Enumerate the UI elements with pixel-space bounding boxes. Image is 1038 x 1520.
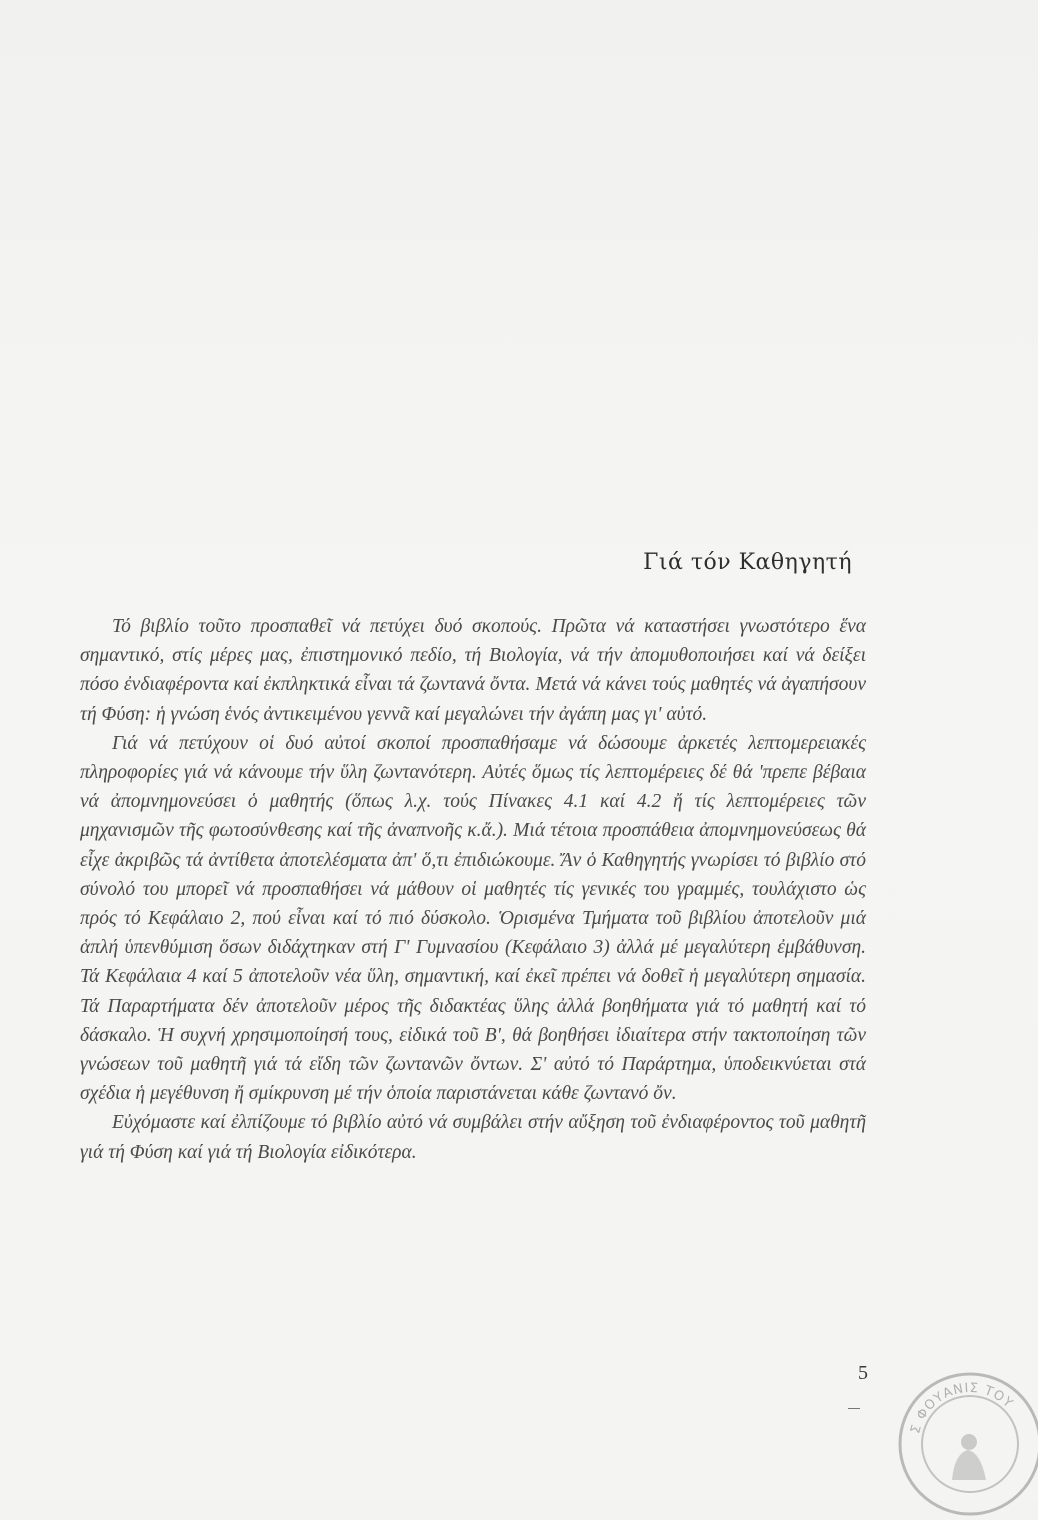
library-stamp-icon bbox=[890, 1360, 1038, 1520]
paragraph-3: Εὐχόμαστε καί ἐλπίζουμε τό βιβλίο αὐτό νά συμβάλει στήν αὔξηση τοῦ ἐνδιαφέροντος τοῦ μαθητῆ γιά τή Φύση καί γιά τή Βιολογία εἰδικότερα. bbox=[80, 1112, 866, 1163]
page-title: Γιά τόν Καθηγητή bbox=[643, 550, 852, 575]
stamp-text: Σ ΦΟΥΑΝΙΣ ΤΟΥ bbox=[908, 1380, 1016, 1436]
preface-body bbox=[80, 612, 866, 1167]
svg-text:Σ ΦΟΥΑΝΙΣ ΤΟΥ bbox=[908, 1381, 1016, 1436]
paragraph-1: Τό βιβλίο τοῦτο προσπαθεῖ νά πετύχει δυό σκοπούς. Πρῶτα νά καταστήσει γνωστότερο ἕνα σημαντικό, στίς μέρες μας, ἐπιστημονικό πεδίο, τή Βιολογία, νά τήν ἀπομυθοποιήσει καί νά δείξει πόσο ἐνδιαφέροντα καί ἐκπληκτικά εἶναι τά ζωντανά ὄντα. Μετά νά κάνει τούς μαθητές νά ἀγαπήσουν τή Φύση: ἡ γνώση ἑνός ἀντικειμένου γεννᾶ καί μεγαλώνει τήν ἀγάπη μας γι' αὐτό. bbox=[80, 616, 866, 725]
paragraph-2: Γιά νά πετύχουν οἱ δυό αὐτοί σκοποί προσπαθήσαμε νά δώσουμε ἀρκετές λεπτομερειακές πληροφορίες γιά νά κάνουμε τήν ὕλη ζωντανότερη. Αὐτές ὅμως τίς λεπτομέρειες δέ θά 'πρεπε βέβαια νά ἀπομνημονεύσει ὁ μαθητής (ὅπως λ.χ. τούς Πίνακες 4.1 καί 4.2 ἤ τίς λεπτομέρειες τῶν μηχανισμῶν τῆς φωτοσύνθεσης καί τῆς ἀναπνοῆς κ.ἄ.). Μιά τέτοια προσπάθεια ἀπομνημονεύσεως θά εἶχε ἀκριβῶς τά ἀντίθετα ἀποτελέσματα ἀπ' ὅ,τι ἐπιδιώκουμε. Ἄν ὁ Καθηγητής γνωρίσει τό βιβλίο στό σύνολό του μπορεῖ νά προσπαθήσει νά μάθουν οἱ μαθητές τίς γενικές του γραμμές, τουλάχιστο ὡς πρός τό Κεφάλαιο 2, πού εἶναι καί τό πιό δύσκολο. Ὁρισμένα Τμήματα τοῦ βιβλίου ἀποτελοῦν μιά ἁπλή ὑπενθύμιση ὅσων διδάχτηκαν στή Γ' Γυμνασίου (Κεφάλαιο 3) ἀλλά μέ μεγαλύτερη ἐμβάθυνση. Τά Κεφάλαια 4 καί 5 ἀποτελοῦν νέα ὕλη, σημαντική, καί ἐκεῖ πρέπει νά δοθεῖ ἡ μεγαλύτερη σημασία. Τά Παραρτήματα δέν ἀποτελοῦν μέρος τῆς διδακτέας ὕλης ἀλλά βοηθήματα γιά τό μαθητή καί τό δάσκαλο. Ἡ συχνή χρησιμοποίησή τους, εἰδικά τοῦ Β', θά βοηθήσει ἰδιαίτερα στήν τακτοποίηση τῶν γνώσεων τοῦ μαθητῆ γιά τά εἴδη τῶν ζωντανῶν ὄντων. Σ' αὐτό τό Παράρτημα, ὑποδεικνύεται στά σχέδια ἡ μεγέθυνση ἤ σμίκρυνση μέ τήν ὁποία παριστάνεται κάθε ζωντανό ὄν. bbox=[80, 732, 866, 1105]
page-number: 5 bbox=[858, 1362, 868, 1384]
margin-mark bbox=[848, 1408, 860, 1409]
